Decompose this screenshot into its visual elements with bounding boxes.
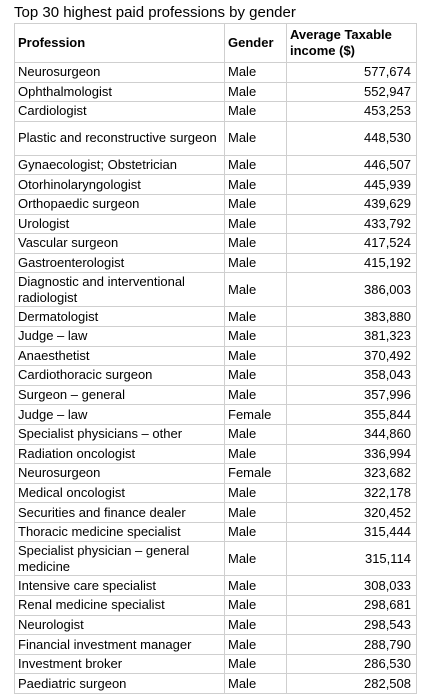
gender-cell: Male	[225, 194, 287, 214]
table-row	[15, 444, 417, 464]
professions-table	[14, 23, 417, 694]
profession-cell: Diagnostic and interventional radiologist	[15, 273, 225, 307]
profession-cell: Specialist physician – general medicine	[15, 542, 225, 576]
table-body	[15, 63, 417, 694]
profession-cell: Radiation oncologist	[15, 444, 225, 464]
profession-cell: Anaesthetist	[15, 346, 225, 366]
profession-cell: Neurosurgeon	[15, 63, 225, 83]
income-cell: 298,681	[287, 596, 417, 616]
table-row	[15, 82, 417, 102]
table-row	[15, 234, 417, 254]
income-cell: 552,947	[287, 82, 417, 102]
table-row	[15, 483, 417, 503]
table-row	[15, 273, 417, 307]
profession-cell: Surgeon – general	[15, 385, 225, 405]
income-cell: 448,530	[287, 121, 417, 155]
table-row	[15, 654, 417, 674]
table-row	[15, 307, 417, 327]
gender-cell: Male	[225, 503, 287, 523]
profession-cell: Cardiologist	[15, 102, 225, 122]
gender-cell: Male	[225, 596, 287, 616]
profession-cell: Medical oncologist	[15, 483, 225, 503]
profession-cell: Intensive care specialist	[15, 576, 225, 596]
table-row	[15, 385, 417, 405]
income-cell: 315,444	[287, 522, 417, 542]
profession-cell: Urologist	[15, 214, 225, 234]
table-row	[15, 596, 417, 616]
table-row	[15, 405, 417, 425]
gender-cell: Male	[225, 522, 287, 542]
gender-cell: Male	[225, 326, 287, 346]
gender-cell: Male	[225, 155, 287, 175]
gender-cell: Male	[225, 654, 287, 674]
income-cell: 357,996	[287, 385, 417, 405]
profession-cell: Thoracic medicine specialist	[15, 522, 225, 542]
gender-cell: Male	[225, 444, 287, 464]
profession-cell: Gynaecologist; Obstetrician	[15, 155, 225, 175]
income-cell: 288,790	[287, 635, 417, 655]
table-row	[15, 194, 417, 214]
table-row	[15, 155, 417, 175]
gender-cell: Male	[225, 307, 287, 327]
table-row	[15, 346, 417, 366]
income-cell: 383,880	[287, 307, 417, 327]
table-row	[15, 214, 417, 234]
table-row	[15, 366, 417, 386]
column-header-profession: Profession	[15, 24, 225, 63]
income-cell: 577,674	[287, 63, 417, 83]
profession-cell: Neurologist	[15, 615, 225, 635]
gender-cell: Male	[225, 635, 287, 655]
profession-cell: Otorhinolaryngologist	[15, 175, 225, 195]
gender-cell: Male	[225, 576, 287, 596]
income-cell: 282,508	[287, 674, 417, 694]
profession-cell: Neurosurgeon	[15, 464, 225, 484]
income-cell: 439,629	[287, 194, 417, 214]
gender-cell: Male	[225, 253, 287, 273]
gender-cell: Male	[225, 63, 287, 83]
profession-cell: Dermatologist	[15, 307, 225, 327]
profession-cell: Paediatric surgeon	[15, 674, 225, 694]
table-row	[15, 253, 417, 273]
income-cell: 315,114	[287, 542, 417, 576]
table-row	[15, 576, 417, 596]
income-cell: 433,792	[287, 214, 417, 234]
column-header-income: Average Taxable income ($)	[287, 24, 417, 63]
gender-cell: Male	[225, 542, 287, 576]
gender-cell: Male	[225, 674, 287, 694]
profession-cell: Orthopaedic surgeon	[15, 194, 225, 214]
gender-cell: Male	[225, 385, 287, 405]
gender-cell: Male	[225, 214, 287, 234]
table-row	[15, 635, 417, 655]
profession-cell: Plastic and reconstructive surgeon	[15, 121, 225, 155]
income-cell: 344,860	[287, 424, 417, 444]
gender-cell: Male	[225, 121, 287, 155]
table-row	[15, 63, 417, 83]
income-cell: 298,543	[287, 615, 417, 635]
income-cell: 286,530	[287, 654, 417, 674]
profession-cell: Securities and finance dealer	[15, 503, 225, 523]
column-header-gender: Gender	[225, 24, 287, 63]
income-cell: 415,192	[287, 253, 417, 273]
income-cell: 358,043	[287, 366, 417, 386]
income-cell: 453,253	[287, 102, 417, 122]
income-cell: 336,994	[287, 444, 417, 464]
gender-cell: Male	[225, 346, 287, 366]
gender-cell: Male	[225, 273, 287, 307]
income-cell: 355,844	[287, 405, 417, 425]
gender-cell: Female	[225, 405, 287, 425]
gender-cell: Male	[225, 82, 287, 102]
table-row	[15, 121, 417, 155]
table-row	[15, 522, 417, 542]
profession-cell: Ophthalmologist	[15, 82, 225, 102]
gender-cell: Male	[225, 102, 287, 122]
gender-cell: Male	[225, 175, 287, 195]
income-cell: 417,524	[287, 234, 417, 254]
table-row	[15, 464, 417, 484]
gender-cell: Male	[225, 615, 287, 635]
gender-cell: Male	[225, 424, 287, 444]
income-cell: 381,323	[287, 326, 417, 346]
income-cell: 320,452	[287, 503, 417, 523]
gender-cell: Male	[225, 366, 287, 386]
gender-cell: Male	[225, 234, 287, 254]
profession-cell: Gastroenterologist	[15, 253, 225, 273]
income-cell: 445,939	[287, 175, 417, 195]
table-row	[15, 326, 417, 346]
table-title: Top 30 highest paid professions by gender	[14, 4, 296, 21]
income-cell: 370,492	[287, 346, 417, 366]
header-row	[15, 24, 417, 63]
income-cell: 323,682	[287, 464, 417, 484]
profession-cell: Judge – law	[15, 326, 225, 346]
income-cell: 386,003	[287, 273, 417, 307]
table-row	[15, 503, 417, 523]
table-row	[15, 542, 417, 576]
income-cell: 446,507	[287, 155, 417, 175]
profession-cell: Vascular surgeon	[15, 234, 225, 254]
gender-cell: Male	[225, 483, 287, 503]
profession-cell: Renal medicine specialist	[15, 596, 225, 616]
table-row	[15, 615, 417, 635]
profession-cell: Cardiothoracic surgeon	[15, 366, 225, 386]
income-cell: 322,178	[287, 483, 417, 503]
table-row	[15, 175, 417, 195]
table-row	[15, 674, 417, 694]
profession-cell: Investment broker	[15, 654, 225, 674]
profession-cell: Financial investment manager	[15, 635, 225, 655]
income-cell: 308,033	[287, 576, 417, 596]
profession-cell: Judge – law	[15, 405, 225, 425]
gender-cell: Female	[225, 464, 287, 484]
profession-cell: Specialist physicians – other	[15, 424, 225, 444]
table-row	[15, 102, 417, 122]
table-row	[15, 424, 417, 444]
